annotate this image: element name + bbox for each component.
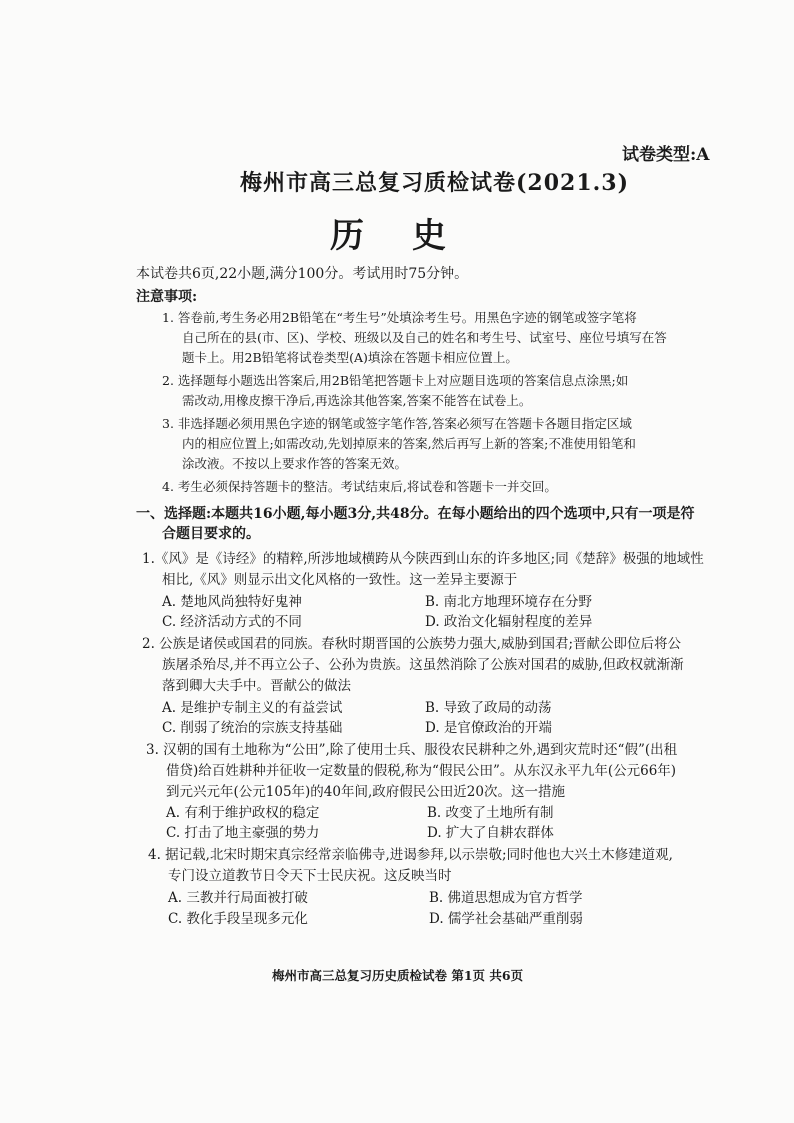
question-3-option-a[interactable]: A. 有利于维护政权的稳定	[166, 805, 320, 821]
note-1-line-2: 自己所在的县(市、区)、学校、班级以及自己的姓名和考生号、试室号、座位号填写在答	[182, 330, 667, 345]
question-2-stem-cont-2: 落到卿大夫手中。晋献公的做法	[162, 678, 351, 694]
question-4-option-c[interactable]: C. 教化手段呈现多元化	[168, 911, 308, 927]
exam-title: 梅州市高三总复习质检试卷(2021.3)	[240, 170, 630, 196]
question-2-option-d[interactable]: D. 是官僚政治的开端	[425, 720, 552, 736]
question-1-option-b[interactable]: B. 南北方地理环境存在分野	[425, 594, 593, 610]
question-1-option-c[interactable]: C. 经济活动方式的不同	[162, 614, 302, 630]
question-4-stem: 4. 据记载,北宋时期宋真宗经常亲临佛寺,进谒参拜,以示崇敬;同时他也大兴土木修建道观,	[148, 847, 673, 863]
section-1-heading-cont: 合题目要求的。	[162, 526, 260, 542]
note-1-line-3: 题卡上。用2B铅笔将试卷类型(A)填涂在答题卡相应位置上。	[182, 350, 518, 365]
note-2-line-1: 2. 选择题每小题选出答案后,用2B铅笔把答题卡上对应题目选项的答案信息点涂黑;如	[162, 373, 629, 388]
page-footer: 梅州市高三总复习历史质检试卷 第1页 共6页	[272, 968, 524, 983]
note-1-line-1: 1. 答卷前,考生务必用2B铅笔在“考生号”处填涂考生号。用黑色字迹的钢笔或签字笔将	[162, 310, 637, 325]
exam-intro: 本试卷共6页,22小题,满分100分。考试用时75分钟。	[136, 266, 469, 282]
question-3-option-c[interactable]: C. 打击了地主豪强的势力	[166, 825, 320, 841]
question-3-stem-cont-2: 到元兴元年(公元105年)的40年间,政府假民公田近20次。这一措施	[166, 784, 565, 800]
note-3-line-2: 内的相应位置上;如需改动,先划掉原来的答案,然后再写上新的答案;不准使用铅笔和	[182, 436, 636, 451]
question-1-stem-cont: 相比,《风》则显示出文化风格的一致性。这一差异主要源于	[162, 572, 518, 588]
question-1-option-d[interactable]: D. 政治文化辐射程度的差异	[425, 614, 593, 630]
question-3-option-d[interactable]: D. 扩大了自耕农群体	[427, 825, 554, 841]
section-1-heading: 一、选择题:本题共16小题,每小题3分,共48分。在每小题给出的四个选项中,只有一项是符	[136, 506, 695, 522]
question-2-option-c[interactable]: C. 削弱了统治的宗族支持基础	[162, 720, 343, 736]
subject-title: 历史	[330, 216, 494, 256]
note-3-line-3: 涂改液。不按以上要求作答的答案无效。	[182, 456, 408, 471]
question-2-stem: 2. 公族是诸侯或国君的同族。春秋时期晋国的公族势力强大,威胁到国君;晋献公即位后将公	[142, 636, 682, 652]
question-1-option-a[interactable]: A. 楚地风尚独特好鬼神	[162, 594, 302, 610]
question-4-option-b[interactable]: B. 佛道思想成为官方哲学	[429, 890, 583, 906]
question-1-stem: 1.《风》是《诗经》的精粹,所涉地域横跨从今陕西到山东的许多地区;同《楚辞》极强的地域性	[142, 551, 704, 567]
question-2-stem-cont-1: 族屠杀殆尽,并不再立公子、公孙为贵族。这虽然消除了公族对国君的威胁,但政权就渐渐	[162, 657, 684, 673]
question-2-option-a[interactable]: A. 是维护专制主义的有益尝试	[162, 700, 343, 716]
question-4-option-d[interactable]: D. 儒学社会基础严重削弱	[429, 911, 583, 927]
question-3-stem-cont-1: 借贷)给百姓耕种并征收一定数量的假税,称为“假民公田”。从东汉永平九年(公元66年)	[166, 763, 677, 779]
note-3-line-1: 3. 非选择题必须用黑色字迹的钢笔或签字笔作答,答案必须写在答题卡各题目指定区域	[162, 416, 632, 431]
question-3-option-b[interactable]: B. 改变了土地所有制	[427, 805, 554, 821]
notes-heading: 注意事项:	[136, 289, 198, 305]
question-3-stem: 3. 汉朝的国有土地称为“公田”,除了使用士兵、服役农民耕种之外,遇到灾荒时还“假”(出租	[146, 742, 678, 758]
exam-type-label: 试卷类型:A	[622, 145, 710, 165]
question-2-option-b[interactable]: B. 导致了政局的动荡	[425, 700, 552, 716]
question-4-option-a[interactable]: A. 三教并行局面被打破	[168, 890, 308, 906]
question-4-stem-cont: 专门设立道教节日令天下士民庆祝。这反映当时	[168, 868, 452, 884]
note-4-line-1: 4. 考生必须保持答题卡的整洁。考试结束后,将试卷和答题卡一并交回。	[162, 479, 557, 494]
note-2-line-2: 需改动,用橡皮擦干净后,再选涂其他答案,答案不能答在试卷上。	[182, 393, 532, 408]
